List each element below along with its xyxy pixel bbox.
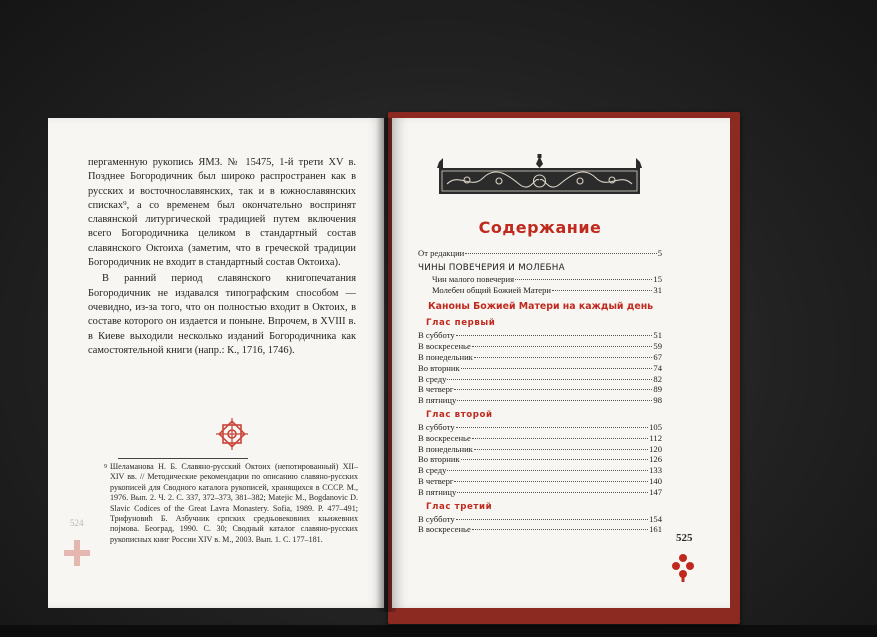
tone-heading: Глас третий (426, 501, 493, 512)
leader-dots (472, 438, 649, 439)
toc-page: 154 (649, 513, 662, 524)
toc-label: В субботу (418, 513, 455, 524)
toc-page: 15 (653, 273, 662, 284)
footnote-text: Шеламанова Н. Б. Славяно-русский Октоих (непотированный) XII–XIV вв. // Методические рекомендации по описанию славяно-русских рукописей для Сводного каталога рукописей, хранящихся в СССР. М., 1976. Вып. 2. Ч. 2. С. 337, 372–373, 381–382; Matejic M., Bogdanovic D. Slavic Codices of the Great Lavra Monastery. Sofia, 1989. P. 477–491; Трифуновић Б. Азбучник српских средњовековних књижевних појмова. Београд, 1990. С. 30; Сводный каталог славяно-русских рукописных книг России XIV в. М., 2003. Вып. 1. С. 177–181. (110, 462, 358, 544)
toc-label: В среду (418, 465, 447, 476)
toc-row (418, 384, 662, 395)
toc-row (418, 374, 662, 385)
toc-label: Во вторник (418, 454, 460, 465)
toc-label: В пятницу (418, 395, 457, 406)
leader-dots (457, 492, 648, 493)
toc-label: В воскресенье (418, 341, 471, 352)
toc-label: В пятницу (418, 486, 457, 497)
faint-page-number: 524 (70, 518, 84, 528)
left-page-body (88, 156, 356, 358)
toc-row (418, 422, 662, 433)
leader-dots (454, 481, 648, 482)
toc-row (418, 248, 662, 259)
tone-heading: Глас второй (426, 409, 493, 420)
paragraph: В ранний период славянского книгопечатания Богородичник не издавался типографским способом — очевидно, из-за того, что он полностью входит в Октоих, в составе которого он издается и поныне. Впрочем, в XVIII в. в Киеве выходили несколько изданий Богородичника как самостоятельной книги (напр.: К., 1716, 1746). (88, 273, 356, 356)
toc-label: В понедельник (418, 351, 473, 362)
toc-row (418, 395, 662, 406)
toc-label: От редакции (418, 248, 465, 258)
toc-page: 98 (653, 395, 662, 406)
headpiece-ornament-icon (437, 154, 642, 198)
table-of-contents (418, 248, 662, 535)
toc-row (418, 330, 662, 341)
toc-row (418, 465, 662, 476)
toc-page: 74 (653, 362, 662, 373)
toc-row (418, 274, 662, 285)
toc-section-heading: ЧИНЫ ПОВЕЧЕРИЯ И МОЛЕБНА (418, 262, 565, 273)
toc-page: 89 (653, 384, 662, 395)
faint-cross-icon (62, 538, 92, 568)
leader-dots (456, 335, 653, 336)
toc-label: В понедельник (418, 443, 473, 454)
star-ornament-icon (214, 416, 250, 452)
toc-label: Чин малого повечерия (432, 273, 515, 284)
toc-page: 51 (653, 330, 662, 341)
toc-page: 67 (653, 351, 662, 362)
toc-page: 59 (653, 341, 662, 352)
toc-label: В четверг (418, 475, 454, 486)
leader-dots (474, 449, 648, 450)
toc-label: В воскресенье (418, 432, 471, 443)
toc-page: 133 (649, 465, 662, 476)
leader-dots (472, 346, 653, 347)
leader-dots (461, 368, 653, 369)
footnote-mark: 9 (104, 464, 107, 470)
toc-row (418, 285, 662, 296)
toc-row (418, 524, 662, 535)
leader-dots (456, 519, 648, 520)
toc-row (418, 433, 662, 444)
toc-row (418, 487, 662, 498)
toc-label: В четверг (418, 384, 454, 395)
toc-page: 31 (653, 284, 662, 295)
leader-dots (454, 389, 652, 390)
toc-row (418, 363, 662, 374)
toc-page: 82 (653, 373, 662, 384)
toc-page: 140 (649, 475, 662, 486)
toc-canons-heading: Каноны Божией Матери на каждый день (428, 301, 654, 313)
toc-row (418, 476, 662, 487)
toc-row (418, 341, 662, 352)
toc-row (418, 514, 662, 525)
footnote (104, 462, 358, 545)
toc-row (418, 444, 662, 455)
page-number: 525 (676, 532, 693, 544)
leader-dots (552, 290, 652, 291)
leader-dots (465, 253, 656, 254)
toc-page: 161 (649, 524, 662, 535)
toc-row (418, 352, 662, 363)
toc-label: Молебен общий Божией Матери (432, 284, 551, 295)
toc-label: В субботу (418, 421, 455, 432)
toc-page: 5 (657, 248, 662, 258)
leader-dots (474, 357, 653, 358)
toc-page: 126 (649, 454, 662, 465)
leader-dots (456, 427, 648, 428)
toc-page: 147 (649, 486, 662, 497)
scan-edge (0, 625, 877, 637)
leader-dots (457, 400, 652, 401)
leader-dots (447, 470, 648, 471)
page-title: Содержание (478, 218, 602, 237)
leader-dots (461, 459, 648, 460)
toc-page: 105 (649, 421, 662, 432)
leader-dots (447, 379, 652, 380)
toc-label: Во вторник (418, 362, 460, 373)
toc-row (418, 454, 662, 465)
cross-ornament-icon (671, 552, 695, 582)
tone-heading: Глас первый (426, 318, 496, 329)
toc-label: В среду (418, 373, 447, 384)
leader-dots (515, 279, 652, 280)
toc-page: 120 (649, 443, 662, 454)
paragraph: пергаменную рукопись ЯМЗ. № 15475, 1-й трети XV в. Позднее Богородичник был широко распространен как в русских и восточнославянских, так и в южнославянских списках⁹, а со временем был окончательно воспринят славянской литургической традицией путем включения всего Богородичника целиком в стандартный состав славянского Октоиха (заметим, что в греческой традиции Богородичник не входит в стандартный состав Октоиха). (88, 157, 356, 269)
toc-label: В воскресенье (418, 524, 471, 535)
leader-dots (472, 529, 648, 530)
toc-label: В субботу (418, 330, 455, 341)
footnote-rule (118, 458, 248, 459)
toc-page: 112 (649, 432, 662, 443)
